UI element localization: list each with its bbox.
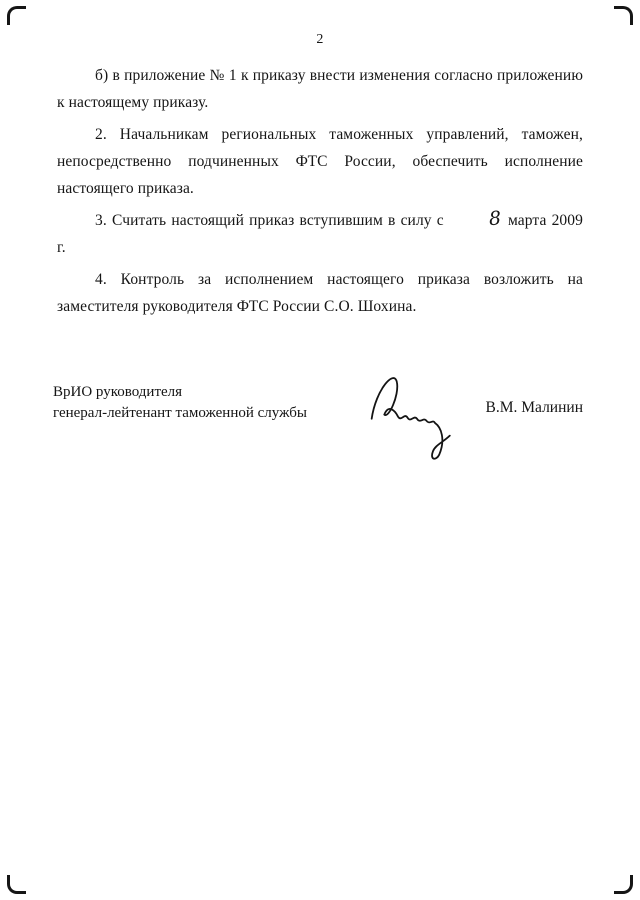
scan-corner-bottom-right	[614, 875, 633, 894]
paragraph-item-2: 2. Начальникам региональных таможенных управлений, таможен, непосредственно подчиненных ФТС России, обеспечить исполнение настоящего приказа.	[57, 126, 583, 197]
scan-corner-top-right	[614, 6, 633, 25]
document-body	[53, 62, 583, 477]
paragraph-item-3-text-before: 3. Считать настоящий приказ вступившим в силу с	[95, 212, 444, 229]
paragraph-item-3	[57, 207, 583, 261]
signer-position-line-1: ВрИО руководителя	[53, 384, 183, 400]
signature-block	[53, 382, 583, 477]
signer-position	[53, 382, 353, 424]
signer-name: В.М. Малинин	[485, 399, 583, 416]
page-number: 2	[316, 32, 324, 47]
paragraph-item-3-text-after: марта 2009 г.	[57, 212, 583, 256]
scan-corner-top-left	[7, 6, 26, 25]
handwritten-signature-icon	[361, 366, 471, 461]
signer-position-line-2: генерал-лейтенант таможенной службы	[53, 405, 307, 421]
scan-corner-bottom-left	[7, 875, 26, 894]
handwritten-date-digit: 8	[488, 207, 502, 231]
paragraph-item-4: 4. Контроль за исполнением настоящего приказа возложить на заместителя руководителя ФТС России С.О. Шохина.	[57, 271, 583, 315]
paragraph-subitem-b: б) в приложение № 1 к приказу внести изменения согласно приложению к настоящему приказу.	[57, 67, 583, 111]
